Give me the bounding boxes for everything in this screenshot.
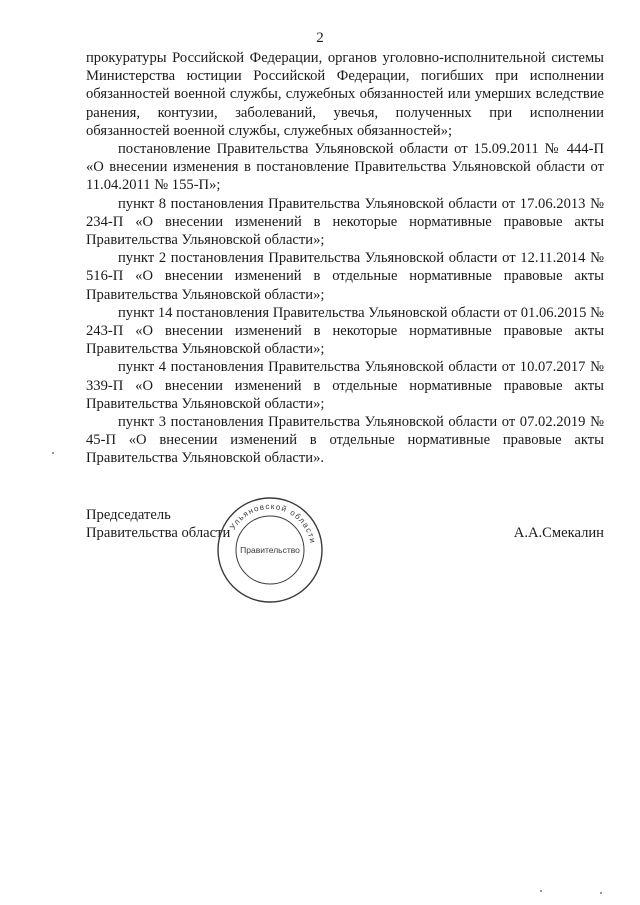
signature-block — [86, 506, 230, 542]
official-stamp — [215, 495, 325, 605]
list-item: постановление Правительства Ульяновской области от 15.09.2011 № 444-П «О внесении изменения в постановление Правительства Ульяновской области от 11.04.2011 № 155-П»; — [86, 141, 604, 194]
list-item: пункт 3 постановления Правительства Ульяновской области от 07.02.2019 № 45-П «О внесении изменений в отдельные нормативные правовые акты Правительства Ульяновской области». — [86, 414, 604, 467]
list-item: пункт 8 постановления Правительства Ульяновской области от 17.06.2013 № 234-П «О внесении изменений в некоторые нормативные правовые акты Правительства Ульяновской области»; — [86, 195, 604, 249]
signer-name: А.А.Смекалин — [513, 525, 604, 541]
paragraph-continuation: прокуратуры Российской Федерации, органов уголовно-исполнительной системы Министерства юстиции Российской Федерации, погибших при исполнении обязанностей военной службы, служебных обязанностей или умерших вследствие ранения, контузии, заболеваний, увечья, полученных при исполнении обязанностей военной службы, служебных обязанностей»; — [86, 50, 604, 139]
stamp-ring-text: Ульяновской области — [228, 501, 318, 545]
list-item: пункт 14 постановления Правительства Ульяновской области от 01.06.2015 № 243-П «О внесении изменений в некоторые нормативные правовые акты Правительства Ульяновской области»; — [86, 304, 604, 358]
stamp-center-text: Правительство — [240, 545, 300, 555]
page-number: 2 — [316, 30, 324, 46]
list-item: пункт 2 постановления Правительства Ульяновской области от 12.11.2014 № 516-П «О внесении изменений в отдельные нормативные правовые акты Правительства Ульяновской области»; — [86, 250, 604, 303]
signer-title-line1: Председатель — [86, 507, 171, 523]
signer-title-line2: Правительства области — [86, 525, 231, 542]
document-body — [86, 49, 604, 468]
scan-speck — [600, 892, 602, 894]
scan-speck — [540, 890, 542, 892]
scan-speck — [52, 452, 54, 454]
list-item: пункт 4 постановления Правительства Ульяновской области от 10.07.2017 № 339-П «О внесении изменений в отдельные нормативные правовые акты Правительства Ульяновской области»; — [86, 359, 604, 412]
